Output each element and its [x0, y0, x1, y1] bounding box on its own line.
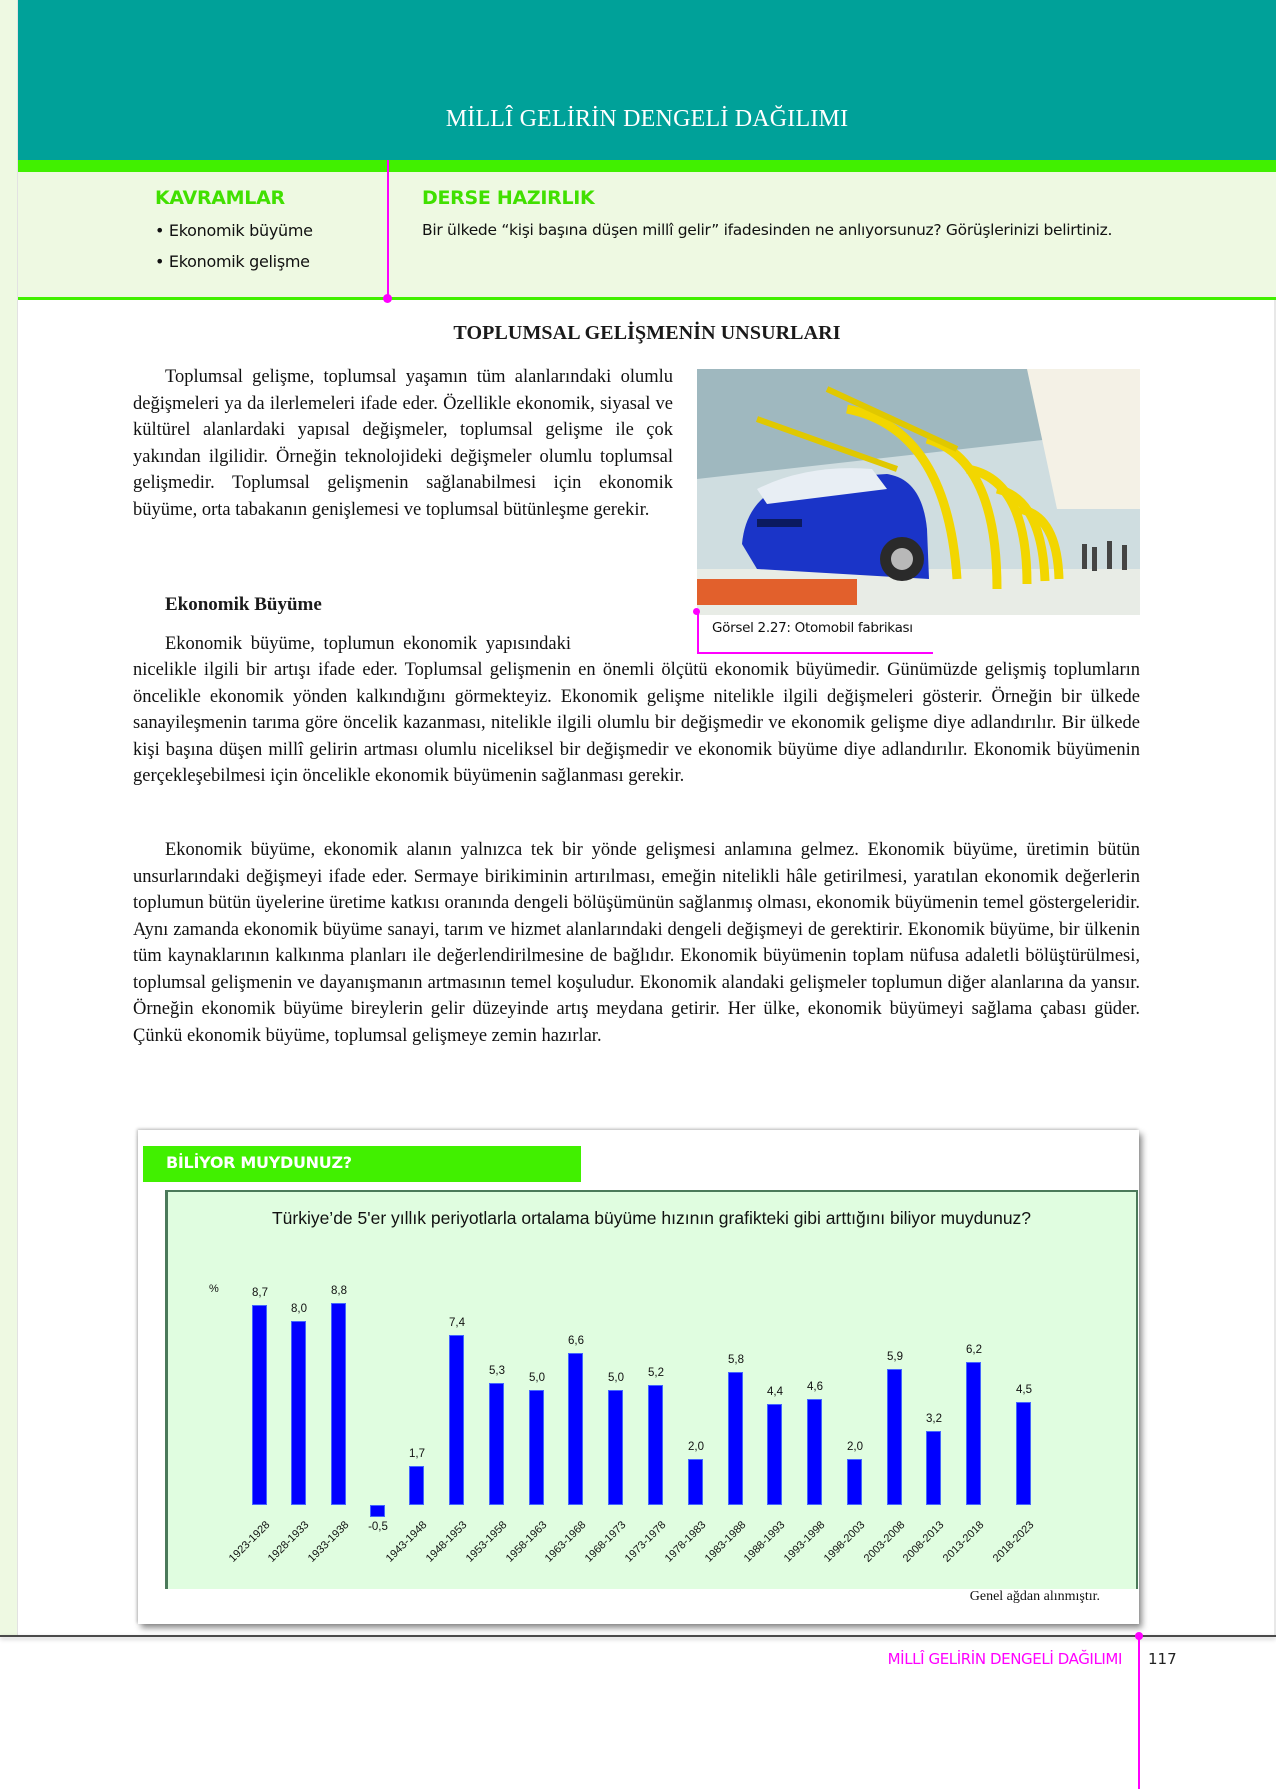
did-you-know-label: BİLİYOR MUYDUNUZ? — [166, 1153, 352, 1172]
chart-bar — [568, 1353, 583, 1505]
bar-value-label: 5,0 — [608, 1372, 624, 1384]
chart-bar — [331, 1303, 346, 1505]
x-axis-label: 1933-1938 — [305, 1519, 352, 1565]
concepts-heading: KAVRAMLAR — [155, 187, 285, 209]
chart-bar — [449, 1335, 464, 1505]
chart-bar — [409, 1466, 424, 1505]
concept-item: • Ekonomik büyüme — [155, 221, 313, 240]
chart-bar — [291, 1321, 306, 1505]
preparation-text: Bir ülkede “kişi başına düşen millî gelir” ifadesinden ne anlıyorsunuz? Görüşlerinizi belirtiniz. — [422, 221, 1113, 239]
chart-bar — [648, 1385, 663, 1505]
bar-value-label: 6,2 — [966, 1344, 982, 1357]
chart-bar — [529, 1390, 544, 1505]
paragraph-growth-details: Ekonomik büyüme, ekonomik alanın yalnızca tek bir yönde gelişmesi anlamına gelmez. Ekonomik büyüme, üretimin bütün unsurlarındaki değişmeyi ifade eder. Sermaye birikiminin artırılması, emeğin nitelikli hâle getirilmesi, yaratılan ekonomik değerlerin toplumun bütün üyelerine üretime katkısı oranında dengeli bölüşümünün sağlanmış olması, ekonomik büyümenin temel göstergeleridir. Aynı zamanda ekonomik büyüme sanayi, tarım ve hizmet alanlarındaki dengeli değişmeyi de gerektirir. Ekonomik büyüme, bir ülkenin tüm kaynaklarının kalkınma planları ile değerlendirilmesine de bağlıdır. Ekonomik büyümenin toplam nüfusa adaletli bölüştürülmesi, toplumsal gelişmenin ve dayanışmanın artmasının temel koşuludur. Ekonomik alandaki gelişmeler toplumun diğer alanlarına da yansır. Örneğin ekonomik büyüme bireylerin gelir düzeyinde artış meydana getirir. Her ülke, ekonomik büyümeyi sağlama çabası güder. Çünkü ekonomik büyüme, toplumsal gelişmeye zemin hazırlar. — [133, 840, 1140, 1046]
bar-value-label: 8,0 — [291, 1303, 307, 1315]
bar-value-label: 4,6 — [807, 1381, 823, 1394]
footer-divider — [1138, 1636, 1140, 1789]
section-title: TOPLUMSAL GELİŞMENİN UNSURLARI — [453, 322, 841, 344]
x-axis-label: 1948-1953 — [423, 1519, 470, 1565]
x-axis-label: 2013-2018 — [940, 1519, 987, 1565]
concept-item: • Ekonomik gelişme — [155, 252, 310, 271]
bar-value-label: 4,4 — [767, 1385, 783, 1398]
bar-value-label: 4,5 — [1016, 1383, 1032, 1396]
bar-value-label: 1,7 — [409, 1447, 425, 1460]
chart-bar — [370, 1505, 385, 1517]
chart-question: Türkiye’de 5'er yıllık periyotlarla ortalama büyüme hızının grafikteki gibi arttığını biliyor muydunuz? — [271, 1208, 1032, 1228]
chapter-header-band — [18, 0, 1276, 160]
bar-value-label: 3,2 — [926, 1413, 942, 1426]
x-axis-label: 1943-1948 — [383, 1519, 430, 1565]
chart-bar — [767, 1404, 782, 1505]
x-axis-label: 1968-1973 — [582, 1519, 629, 1565]
chart-bar — [728, 1372, 743, 1505]
chart-bar — [1016, 1402, 1031, 1506]
bar-value-label: 7,4 — [449, 1316, 465, 1329]
x-axis-label: 1998-2003 — [821, 1519, 868, 1565]
caption-bracket — [697, 612, 699, 654]
header-stripe — [18, 160, 1276, 172]
page-number: 117 — [1148, 1650, 1177, 1668]
divider-dot-icon — [383, 294, 392, 303]
bar-value-label: 8,8 — [331, 1284, 347, 1297]
bar-value-label: -0,5 — [368, 1520, 388, 1533]
x-axis-label: 1983-1988 — [702, 1519, 749, 1565]
chart-bar — [966, 1362, 981, 1505]
bar-value-label: 8,7 — [252, 1286, 268, 1299]
x-axis-label: 2008-2013 — [900, 1519, 947, 1565]
subheading-economic-growth: Ekonomik Büyüme — [165, 594, 322, 615]
x-axis-label: 1993-1998 — [781, 1519, 828, 1565]
x-axis-label: 1978-1983 — [662, 1519, 709, 1565]
running-title: MİLLÎ GELİRİN DENGELİ DAĞILIMI — [887, 1650, 1122, 1668]
panel-divider — [387, 160, 389, 298]
bar-value-label: 2,0 — [688, 1441, 704, 1453]
bar-value-label: 6,6 — [568, 1335, 584, 1348]
bar-value-label: 2,0 — [847, 1441, 863, 1453]
chart-bar — [807, 1399, 822, 1505]
x-axis-label: 1928-1933 — [265, 1519, 312, 1565]
figure-caption: Görsel 2.27: Otomobil fabrikası — [712, 620, 913, 636]
car-factory-photo — [697, 369, 1140, 615]
bar-value-label: 5,0 — [529, 1372, 545, 1384]
chart-source: Genel ağdan alınmıştır. — [969, 1589, 1100, 1604]
chart-bar — [926, 1431, 941, 1505]
page-margin-strip — [0, 0, 18, 1636]
x-axis-label: 2003-2008 — [861, 1519, 908, 1565]
chart-bar — [688, 1459, 703, 1505]
paragraph-start: Ekonomik büyüme, toplumun ekonomik yapısındaki — [165, 634, 572, 654]
bar-value-label: 5,2 — [648, 1367, 664, 1380]
x-axis-label: 1963-1968 — [542, 1519, 589, 1565]
chart-bar — [252, 1305, 267, 1505]
chart-bar — [887, 1369, 902, 1505]
x-axis-label: 1958-1963 — [503, 1519, 550, 1565]
intro-paragraph: Toplumsal gelişme, toplumsal yaşamın tüm alanlarındaki olumlu değişmeleri ya da ilerlemeleri ifade eder. Özellikle ekonomik, siyasal ve kültürel alanlardaki yapısal değişmeler, toplumsal gelişme ile çok yakından ilgilidir. Örneğin teknolojideki değişmeler olumlu toplumsal gelişmedir. Toplumsal gelişmenin sağlanabilmesi için ekonomik büyüme, orta tabakanın genişlemesi ve toplumsal bütünleşme gerekir. — [133, 367, 673, 520]
x-axis-label: 2018-2023 — [990, 1519, 1037, 1565]
bar-value-label: 5,3 — [489, 1365, 505, 1378]
x-axis-label: 1953-1958 — [463, 1519, 510, 1565]
x-axis-label: 1988-1993 — [741, 1519, 788, 1565]
preparation-heading: DERSE HAZIRLIK — [422, 187, 595, 209]
bar-value-label: 5,9 — [887, 1351, 903, 1364]
x-axis-label: 1923-1928 — [226, 1519, 273, 1565]
chart-bar — [489, 1383, 504, 1505]
footer-rule — [0, 1635, 1276, 1637]
caption-underline — [697, 652, 933, 654]
bar-value-label: 5,8 — [728, 1353, 744, 1366]
chapter-title: MİLLÎ GELİRİN DENGELİ DAĞILIMI — [445, 106, 849, 132]
y-axis-unit: % — [209, 1283, 219, 1295]
paragraph-economic-growth: nicelikle ilgili bir artışı ifade eder. Toplumsal gelişmenin en önemli ölçütü ekonomik büyümedir. Günümüzde gelişmiş toplumların öncelikle ekonomik yönden kalkındığını görmekteyiz. Ekonomik gelişme nitelikle ilgili değişmeleri gösterir. Örneğin bir ülkede sanayileşmenin tarıma göre öncelik kazanması, nitelikle ilgili olumlu bir değişmedir ve ekonomik gelişme diye adlandırılır. Bir ülkede kişi başına düşen millî gelirin artması olumlu niceliksel bir değişmedir ve ekonomik büyüme diye adlandırılır. Ekonomik büyümenin gerçekleşebilmesi için öncelikle ekonomik büyümenin sağlanması gerekir. — [133, 660, 1140, 786]
factory-image-icon — [697, 369, 1140, 615]
chart-bar — [608, 1390, 623, 1505]
chart-bar — [847, 1459, 862, 1505]
x-axis-label: 1973-1978 — [622, 1519, 669, 1565]
